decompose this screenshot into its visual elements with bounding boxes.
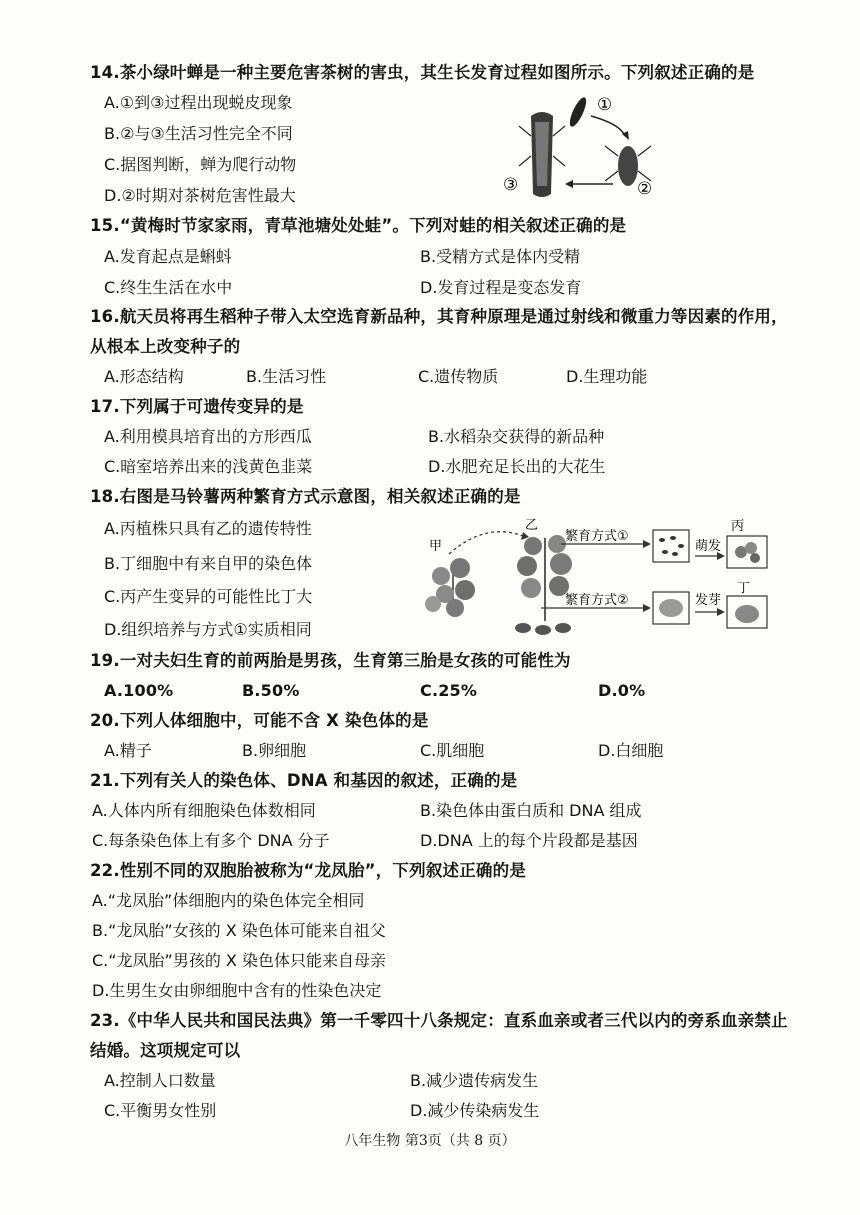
- q18-option-b: B.丁细胞中有来自甲的染色体: [104, 554, 313, 573]
- label-method-1: 繁育方式①: [565, 529, 629, 544]
- q22-option-b: B.“龙凤胎”女孩的 X 染色体可能来自祖父: [92, 921, 386, 940]
- q23-option-a: A.控制人口数量: [104, 1071, 216, 1090]
- q14-option-a: A.①到③过程出现蜕皮现象: [104, 93, 293, 112]
- seeds-drawing: [659, 536, 684, 556]
- q17-option-c: C.暗室培养出来的浅黄色韭菜: [104, 457, 313, 476]
- q18-option-c: C.丙产生变异的可能性比丁大: [104, 587, 313, 606]
- q18-option-a: A.丙植株只具有乙的遗传特性: [104, 519, 312, 538]
- arrow-method-1-head: [643, 540, 651, 548]
- q17-option-d: D.水肥充足长出的大花生: [428, 457, 606, 476]
- q19-stem: 19.一对夫妇生育的前两胎是男孩，生育第三胎是女孩的可能性为: [90, 651, 571, 670]
- q20-option-b: B.卵细胞: [242, 741, 307, 760]
- q23-option-c: C.平衡男女性别: [104, 1101, 217, 1120]
- tuber-drawing: [659, 599, 683, 617]
- label-sprout: 发芽: [695, 593, 722, 608]
- adult-drawing: [519, 112, 565, 197]
- q23-option-b: B.减少遗传病发生: [410, 1071, 539, 1090]
- label-jia: 甲: [429, 539, 443, 554]
- q20-option-a: A.精子: [104, 741, 152, 760]
- plant-ding-drawing: [735, 605, 759, 623]
- arrow-egg-nymph: [591, 116, 625, 136]
- q18-stem: 18.右图是马铃薯两种繁育方式示意图，相关叙述正确的是: [90, 487, 521, 506]
- label-stage-1: ①: [597, 95, 613, 115]
- q23-option-d: D.减少传染病发生: [410, 1101, 540, 1120]
- q18-option-d: D.组织培养与方式①实质相同: [104, 620, 312, 639]
- q19-option-a: A.100%: [104, 681, 174, 700]
- q22-stem: 22.性别不同的双胞胎被称为“龙凤胎”，下列叙述正确的是: [90, 861, 527, 880]
- q15-option-d: D.发育过程是变态发育: [420, 278, 582, 297]
- arrow-head-2: [565, 180, 573, 188]
- q15-stem: 15.“黄梅时节家家雨，青草池塘处处蛙”。下列对蛙的相关叙述正确的是: [90, 216, 627, 235]
- q17-option-b: B.水稻杂交获得的新品种: [428, 427, 605, 446]
- q15-option-b: B.受精方式是体内受精: [420, 247, 581, 266]
- q20-stem: 20.下列人体细胞中，可能不含 X 染色体的是: [90, 711, 429, 730]
- q17-option-a: A.利用模具培育出的方形西瓜: [104, 427, 312, 446]
- label-stage-3: ③: [503, 175, 519, 195]
- q19-option-c: C.25%: [420, 681, 478, 700]
- leafhopper-lifecycle-figure: [495, 86, 695, 206]
- q16-option-c: C.遗传物质: [418, 367, 499, 386]
- plant-bing-drawing: [735, 542, 760, 563]
- q23-stem-line1: 23.《中华人民共和国民法典》第一千零四十八条规定：直系血亲或者三代以内的旁系血亲禁止: [90, 1011, 788, 1030]
- q22-option-a: A.“龙凤胎”体细胞内的染色体完全相同: [92, 891, 365, 910]
- page-footer: 八年生物 第3页（共 8 页）: [344, 1133, 516, 1149]
- q21-stem: 21.下列有关人的染色体、DNA 和基因的叙述，正确的是: [90, 771, 518, 790]
- q16-option-d: D.生理功能: [566, 367, 648, 386]
- q16-stem-line2: 从根本上改变种子的: [90, 337, 241, 356]
- q21-option-c: C.每条染色体上有多个 DNA 分子: [92, 831, 330, 850]
- q23-stem-line2: 结婚。这项规定可以: [90, 1041, 241, 1060]
- q15-option-a: A.发育起点是蝌蚪: [104, 247, 232, 266]
- potato-propagation-figure: [415, 516, 785, 640]
- arrow-method-2-head: [643, 604, 651, 612]
- label-method-2: 繁育方式②: [565, 593, 629, 608]
- q16-option-b: B.生活习性: [246, 367, 327, 386]
- plant-yi-drawing: [515, 535, 572, 635]
- plant-jia-drawing: [425, 558, 475, 617]
- q19-option-d: D.0%: [598, 681, 646, 700]
- q19-option-b: B.50%: [242, 681, 300, 700]
- label-ding: 丁: [737, 581, 751, 596]
- label-bing: 丙: [731, 519, 745, 534]
- q21-option-d: D.DNA 上的每个片段都是基因: [420, 831, 638, 850]
- label-stage-2: ②: [637, 179, 653, 199]
- q14-option-c: C.据图判断，蝉为爬行动物: [104, 155, 297, 174]
- q16-stem-line1: 16.航天员将再生稻种子带入太空选育新品种，其育种原理是通过射线和微重力等因素的作用，: [90, 307, 788, 326]
- q15-option-c: C.终生生活在水中: [104, 278, 233, 297]
- q14-option-d: D.②时期对茶树危害性最大: [104, 186, 296, 205]
- q21-option-a: A.人体内所有细胞染色体数相同: [92, 801, 316, 820]
- q14-option-b: B.②与③生活习性完全不同: [104, 124, 293, 143]
- q17-stem: 17.下列属于可遗传变异的是: [90, 397, 304, 416]
- arrow-sprout-head: [717, 608, 725, 616]
- q22-option-d: D.生男生女由卵细胞中含有的性染色决定: [92, 981, 382, 1000]
- q22-option-c: C.“龙凤胎”男孩的 X 染色体只能来自母亲: [92, 951, 386, 970]
- q21-option-b: B.染色体由蛋白质和 DNA 组成: [420, 801, 642, 820]
- arrow-pollination: [449, 532, 523, 554]
- label-germinate: 萌发: [695, 539, 722, 554]
- egg-drawing: [567, 95, 590, 128]
- q14-stem: 14.茶小绿叶蝉是一种主要危害茶树的害虫，其生长发育过程如图所示。下列叙述正确的是: [90, 63, 755, 82]
- label-yi: 乙: [525, 518, 539, 533]
- q20-option-d: D.白细胞: [598, 741, 664, 760]
- q20-option-c: C.肌细胞: [420, 741, 485, 760]
- q16-option-a: A.形态结构: [104, 367, 184, 386]
